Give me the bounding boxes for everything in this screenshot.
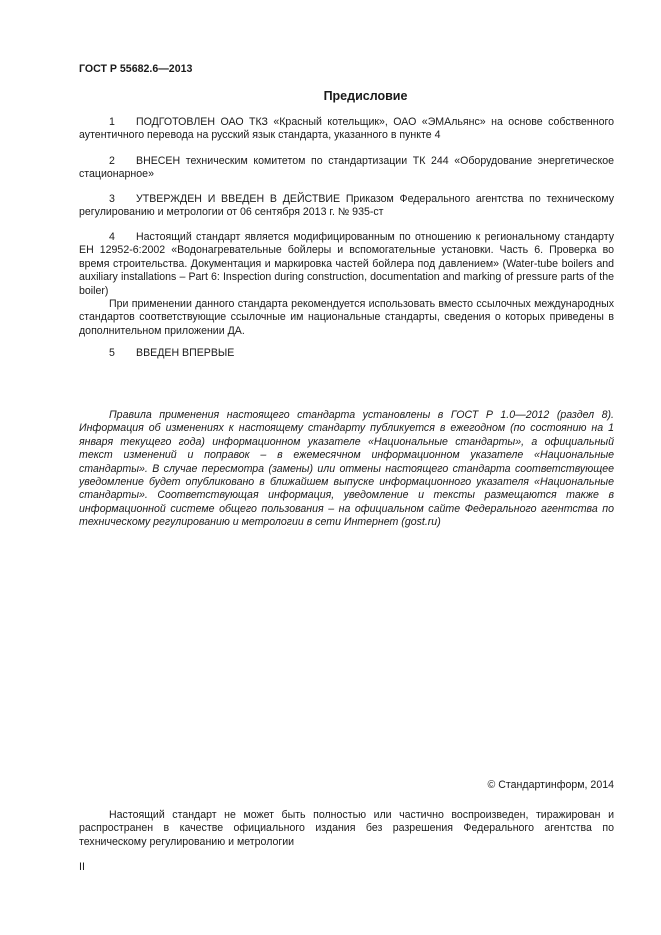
preface-item-1 — [79, 116, 614, 143]
item-text: ПОДГОТОВЛЕН ОАО ТКЗ «Красный котельщик», ОАО «ЭМАльянс» на основе собственного аутентичного перевода на русский язык стандарта, указанного в пункте 4 — [79, 116, 614, 142]
item-text: ВНЕСЕН техническим комитетом по стандартизации ТК 244 «Оборудование энергетическое стационарное» — [79, 155, 614, 181]
standard-code: ГОСТ Р 55682.6—2013 — [79, 63, 193, 75]
item-4-note: При применении данного стандарта рекомендуется использовать вместо ссылочных международных стандартов соответствующие ссылочные им национальные стандарты, сведения о которых приведены в дополнительном приложении ДА. — [79, 298, 614, 337]
item-text: Настоящий стандарт является модифицированным по отношению к региональному стандарту ЕН 12952-6:2002 «Водонагревательные бойлеры и вспомогательные установки. Часть 6. Проверка во время строительства. Документация и маркировка частей бойлера под давлением» (Water-tube boilers and auxiliary installations – Part 6: Inspection during construction, documentation and marking of pressure parts of the boiler) — [79, 231, 614, 297]
preface-item-4 — [79, 231, 614, 338]
item-number: 2 — [109, 155, 115, 167]
preface-item-2 — [79, 155, 614, 182]
item-number: 1 — [109, 116, 115, 128]
item-text: УТВЕРЖДЕН И ВВЕДЕН В ДЕЙСТВИЕ Приказом Федерального агентства по техническому регулированию и метрологии от 06 сентября 2013 г. № 935-ст — [79, 193, 614, 219]
preface-title: Предисловие — [323, 89, 408, 103]
rules-notice-block — [79, 409, 614, 530]
copyright: © Стандартинформ, 2014 — [487, 779, 614, 791]
item-text: ВВЕДЕН ВПЕРВЫЕ — [136, 347, 235, 359]
rules-notice: Правила применения настоящего стандарта установлены в ГОСТ Р 1.0—2012 (раздел 8). Информация об изменениях к настоящему стандарту публикуется в ежегодном (по состоянию на 1 января текущего года) информационном указателе «Национальные стандарты», а официальный текст изменений и поправок – в ежемесячном информационном указателе «Национальные стандарты». В случае пересмотра (замены) или отмены настоящего стандарта соответствующее уведомление будет опубликовано в ближайшем выпуске информационного указателя «Национальные стандарты». Соответствующая информация, уведомление и тексты размещаются также в информационной системе общего пользования – на официальном сайте Федерального агентства по техническому регулированию и метрологии в сети Интернет (gost.ru) — [79, 409, 614, 529]
page-number: II — [79, 861, 85, 873]
reproduction-notice: Настоящий стандарт не может быть полностью или частично воспроизведен, тиражирован и распространен в качестве официального издания без разрешения Федерального агентства по техническому регулированию и метрологии — [79, 809, 614, 848]
item-number: 4 — [109, 231, 115, 243]
preface-item-3 — [79, 193, 614, 220]
preface-item-5 — [79, 347, 614, 360]
item-number: 3 — [109, 193, 115, 205]
reproduction-notice-block — [79, 809, 614, 849]
item-number: 5 — [109, 347, 115, 359]
